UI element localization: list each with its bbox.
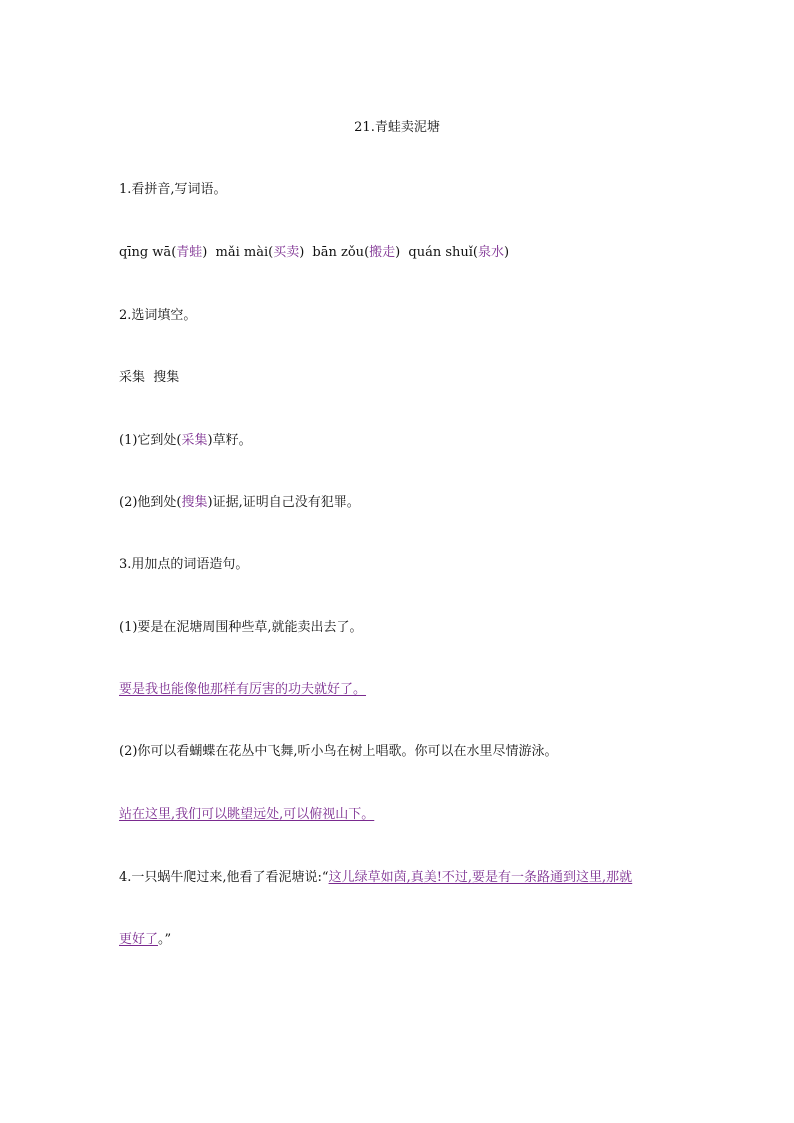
q4-answer-part-2: 更好了	[119, 932, 159, 947]
q3-sentence-1: (1)要是在泥塘周围种些草,就能卖出去了。	[119, 620, 363, 635]
q2-sentence-1	[119, 432, 252, 450]
q2-word-options: 采集 搜集	[119, 370, 180, 385]
q3-sentence-2: (2)你可以看蝴蝶在花丛中飞舞,听小鸟在树上唱歌。你可以在水里尽情游泳。	[119, 744, 558, 759]
q1-item-pinyin: bān zǒu	[312, 245, 365, 260]
q2-s2-prefix: (2)他到处(	[119, 495, 182, 510]
q1-item-answer: 买卖	[273, 245, 300, 260]
q2-s1-prefix: (1)它到处(	[119, 433, 182, 448]
q1-item-pinyin: quán shuǐ	[408, 245, 473, 260]
q1-item-answer: 搬走	[369, 245, 396, 260]
q4-answer-part-1: 这儿绿草如茵,真美!不过,要是有一条路通到这里,那就	[328, 870, 633, 885]
page-title: 21.青蛙卖泥塘	[354, 120, 440, 135]
q3-heading: 3.用加点的词语造句。	[119, 557, 249, 572]
q1-item-answer: 泉水	[477, 245, 504, 260]
q1-item-pinyin: qīng wā	[119, 245, 172, 260]
q2-s2-answer: 搜集	[181, 495, 208, 510]
q3-answer-2: 站在这里,我们可以眺望远处,可以俯视山下。	[119, 807, 375, 822]
q2-s1-answer: 采集	[181, 433, 208, 448]
q4-line-1	[119, 869, 632, 887]
q4-prefix: 4.一只蜗牛爬过来,他看了看泥塘说:“	[119, 870, 329, 885]
q3-answer-1: 要是我也能像他那样有厉害的功夫就好了。	[119, 682, 367, 697]
q1-item-answer: 青蛙	[176, 245, 203, 260]
q2-sentence-2	[119, 494, 360, 512]
q2-s2-suffix: )证据,证明自己没有犯罪。	[207, 495, 360, 510]
q2-heading: 2.选词填空。	[119, 308, 197, 323]
q4-line-2	[119, 931, 171, 949]
q4-suffix: 。”	[158, 932, 172, 947]
q1-item-pinyin: mǎi mài	[215, 245, 269, 260]
q2-s1-suffix: )草籽。	[207, 433, 252, 448]
q1-heading: 1.看拼音,写词语。	[119, 182, 227, 197]
q1-answer-line: qīng wā(青蛙) mǎi mài(买卖) bān zǒu(搬走) quán shuǐ(泉水)	[119, 245, 510, 260]
